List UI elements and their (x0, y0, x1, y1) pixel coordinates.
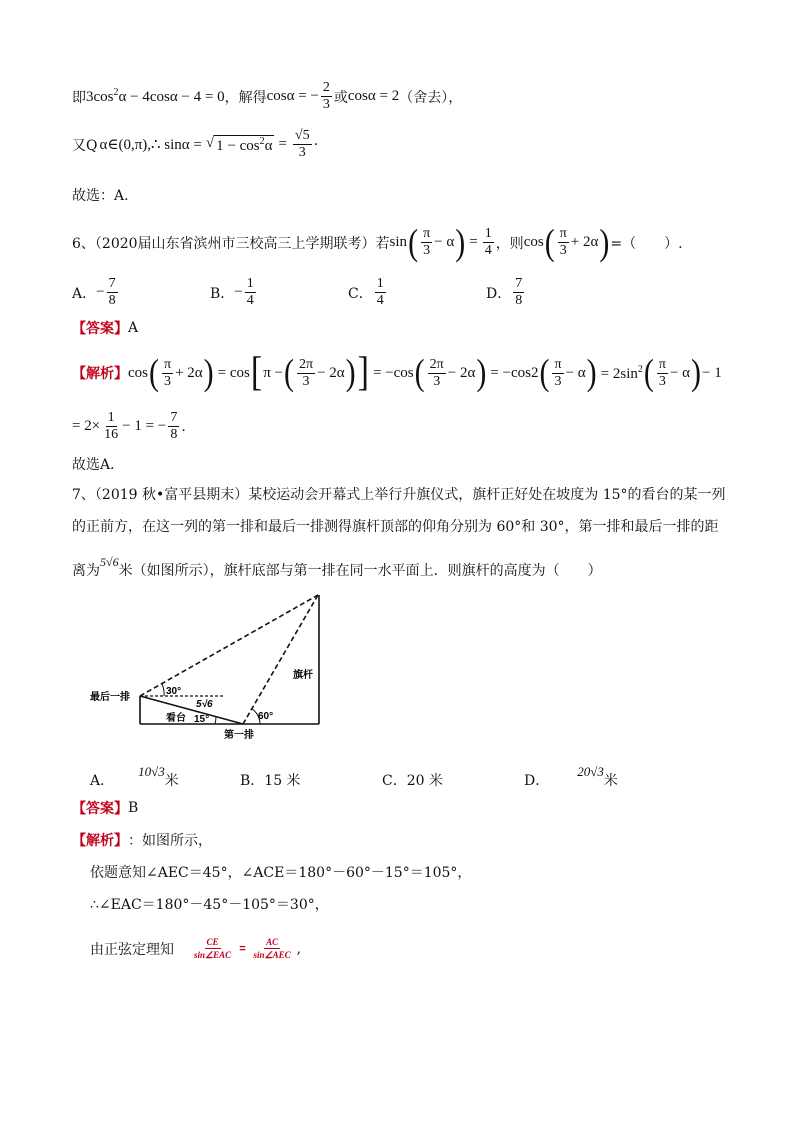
q6-answer (72, 318, 138, 338)
q6-analysis-1: 【解析】 cos ( $\frac{\pi}{3}$ + 2α ) = cos [ π − ( $\frac{2\pi}{3}$ − 2α ) ] = −cos ( $\frac{2\pi}{3}$ − 2α ) = −cos2 ( $\frac{\pi}{3}$ − α ) = $2\sin^2$ ( $\frac{\pi}{3}$ − α ) − 1 (72, 350, 722, 395)
math: cosα = − (266, 88, 319, 104)
math: = (278, 136, 287, 152)
answer-tag: 【答案】 (72, 801, 128, 817)
text: ，则 (495, 235, 524, 252)
text: =（ ）. (610, 235, 683, 252)
label-angle-30: 30° (166, 686, 182, 697)
math: sin (389, 234, 408, 250)
text: 又Q (72, 137, 98, 154)
math: − α (434, 234, 455, 250)
prev-line-1 (72, 80, 462, 113)
prev-line-3: 故选：A. (72, 188, 129, 204)
q6-option-a[interactable]: A． − $\frac{7}{8}$ (72, 276, 116, 308)
q6-option-b[interactable]: B． − $\frac{1}{4}$ (210, 276, 254, 308)
q6-option-c[interactable]: C． $\frac{1}{4}$ (348, 276, 384, 308)
q7-step-3: 由正弦定理知 $\frac{CE}{\text{sin∠EAC}}$ = $\frac{AC}{\text{sin∠AEC}}$ , (90, 937, 302, 960)
q6-stem: 6、（2020届山东省滨州市三校高三上学期联考）若 sin ( $\frac{\pi}{3}$ − α ) = $\frac{1}{4}$ ，则 cos ( $\frac{\pi}{3}$ + 2α ) =（ ）. (72, 221, 683, 263)
math: = $2\sin^2$ (600, 363, 643, 382)
q7-line-3: 离为 5√6 米（如图所示），旗杆底部与第一排在同一水平面上．则旗杆的高度为（ ） (72, 554, 602, 579)
text: （舍去）， (399, 89, 463, 106)
text: 6、（2020届山东省滨州市三校高三上学期联考）若 (72, 235, 390, 252)
sqrt: √ $1 - \cos^2\alpha$ (205, 134, 273, 154)
text: 即 (72, 89, 86, 106)
q7-option-d[interactable]: D． 20√3 米 (524, 764, 618, 789)
prev-line-2 (72, 128, 318, 161)
label-angle-15: 15° (194, 714, 210, 725)
q7-line-2: 的正前方，在这一列的第一排和最后一排测得旗杆顶部的仰角分别为 60°和 30°，第一排和最后一排的距 (72, 519, 719, 535)
math: = (469, 234, 478, 250)
text: 或 (333, 89, 348, 106)
fraction: $\frac{2}{3}$ (322, 80, 330, 112)
math: cosα = 2 (347, 88, 400, 104)
text: ，解得 (224, 89, 267, 106)
label-last-row: 最后一排 (90, 692, 130, 703)
answer-value: A (128, 320, 139, 336)
math: cos (523, 234, 544, 250)
answer-tag: 【答案】 (72, 321, 128, 337)
analysis-tag: 【解析】 (72, 833, 128, 849)
flagpole-figure (88, 588, 338, 748)
q7-step-1: 依题意知∠AEC＝45°，∠ACE＝180°－60°－15°＝105°， (90, 865, 472, 881)
analysis-tag: 【解析】 (72, 366, 128, 382)
q7-answer (72, 798, 138, 818)
math: α∈(0,π),∴ sinα = (99, 137, 202, 153)
fraction: $\frac{\pi}{3}$ (423, 226, 431, 258)
label-distance: 5√6 (196, 699, 213, 710)
fraction: $\frac{1}{4}$ (484, 226, 492, 258)
q7-option-b[interactable]: B． 15 米 (240, 773, 301, 789)
q7-option-c[interactable]: C． 20 米 (382, 773, 443, 789)
math: $3\cos^2\alpha - 4\cos\alpha - 4 = 0$ (86, 87, 225, 105)
q7-analysis-head: 【解析】 ：如图所示， (72, 830, 212, 850)
q6-analysis-2: = 2× $\frac{1}{16}$ − 1 = − $\frac{7}{8}$ . (72, 410, 186, 442)
label-angle-60: 60° (258, 711, 274, 722)
fraction: $\frac{\pi}{3}$ (559, 226, 567, 258)
answer-value: B (128, 800, 139, 816)
math: + 2α (570, 234, 599, 250)
q7-line-1: 7、（2019 秋•富平县期末）某校运动会开幕式上举行升旗仪式，旗杆正好处在坡度为 15°的看台的某一列 (72, 487, 726, 503)
q7-step-2: ∴∠EAC＝180°－45°－105°＝30°， (90, 897, 329, 913)
q6-conclude: 故选A． (72, 457, 125, 473)
label-stand: 看台 (166, 713, 186, 724)
text: · (313, 136, 319, 153)
label-first-row: 第一排 (224, 730, 254, 741)
q7-option-a[interactable]: A． 10√3 米 (90, 764, 179, 789)
label-pole: 旗杆 (293, 670, 313, 681)
q6-option-d[interactable]: D． $\frac{7}{8}$ (486, 276, 523, 308)
fraction: $\frac{√5}{3}$ (294, 128, 310, 160)
